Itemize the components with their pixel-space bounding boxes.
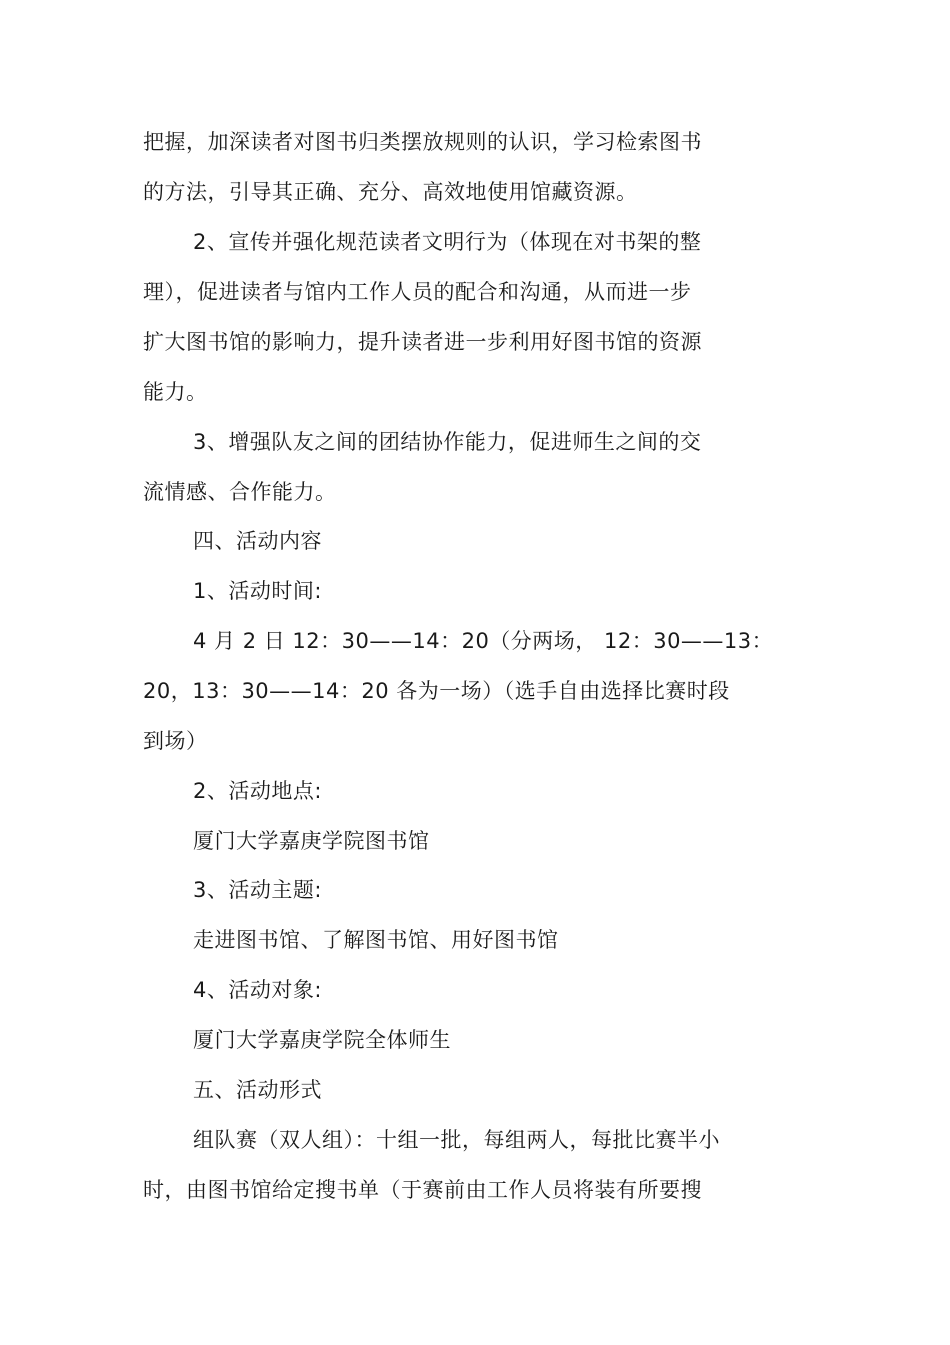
subsection-heading: 1、活动时间: [193, 579, 322, 603]
paragraph-line: 厦门大学嘉庚学院图书馆 [193, 829, 430, 853]
paragraph-line: 流情感、合作能力。 [143, 480, 337, 504]
paragraph-line: 组队赛（双人组）：十组一批，每组两人，每批比赛半小 [193, 1128, 720, 1152]
paragraph-line: 扩大图书馆的影响力，提升读者进一步利用好图书馆的资源 [143, 330, 702, 354]
subsection-heading: 3、活动主题: [193, 878, 322, 902]
subsection-heading: 4、活动对象: [193, 978, 322, 1002]
paragraph-line: 2、宣传并强化规范读者文明行为（体现在对书架的整 [193, 230, 702, 254]
paragraph-line: 时，由图书馆给定搜书单（于赛前由工作人员将装有所要搜 [143, 1178, 702, 1202]
subsection-heading: 2、活动地点: [193, 779, 322, 803]
paragraph-line: 能力。 [143, 380, 208, 404]
paragraph-line: 的方法，引导其正确、充分、高效地使用馆藏资源。 [143, 180, 638, 204]
section-heading: 四、活动内容 [193, 529, 322, 553]
paragraph-line: 理），促进读者与馆内工作人员的配合和沟通，从而进一步 [143, 280, 692, 304]
paragraph-line: 走进图书馆、了解图书馆、用好图书馆 [193, 928, 559, 952]
paragraph-line: 把握，加深读者对图书归类摆放规则的认识，学习检索图书 [143, 130, 702, 154]
paragraph-line: 到场） [143, 729, 208, 753]
paragraph-line: 20，13：30——14：20 各为一场）（选手自由选择比赛时段 [143, 679, 730, 703]
paragraph-line: 3、增强队友之间的团结协作能力，促进师生之间的交 [193, 430, 702, 454]
section-heading: 五、活动形式 [193, 1078, 322, 1102]
paragraph-line: 4 月 2 日 12：30——14：20（分两场， 12：30——13： [193, 629, 774, 653]
paragraph-line: 厦门大学嘉庚学院全体师生 [193, 1028, 451, 1052]
